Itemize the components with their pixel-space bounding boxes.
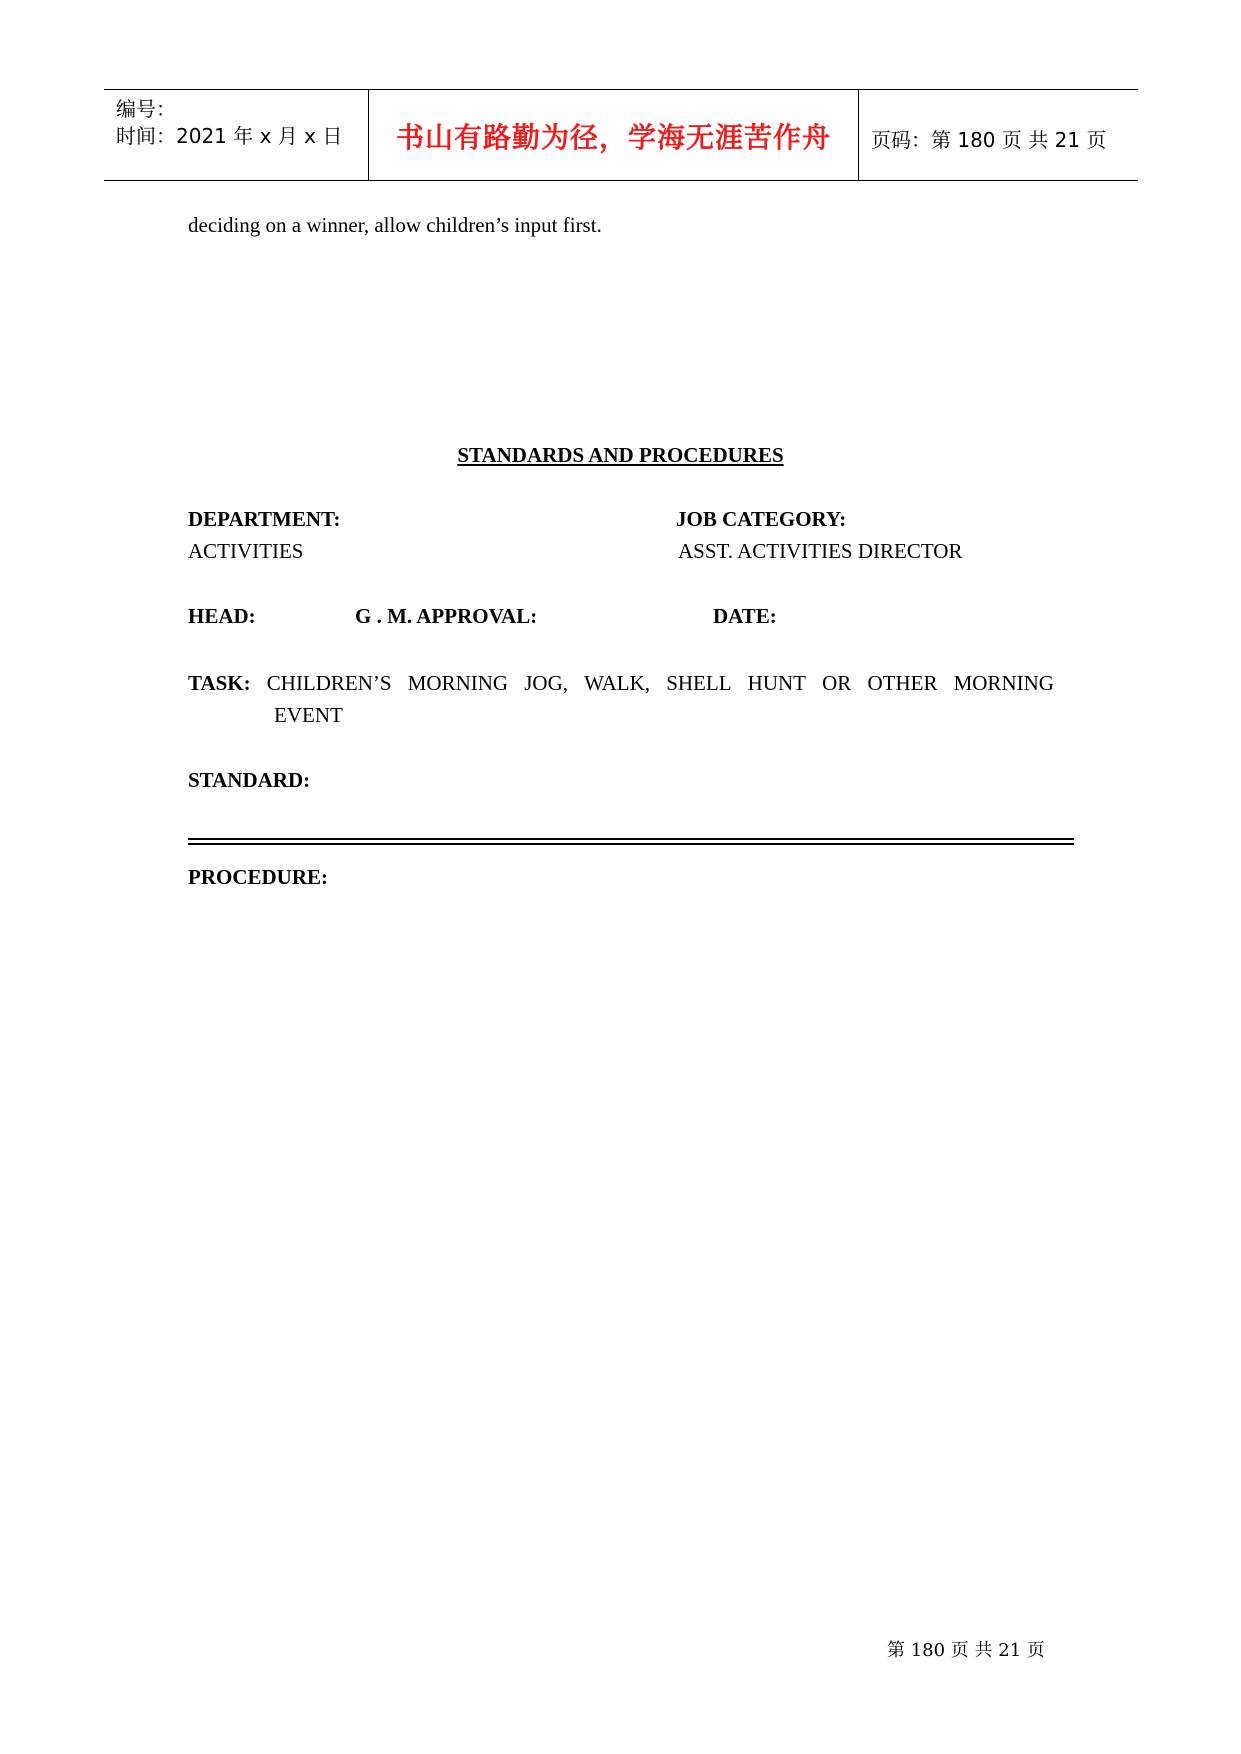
job-category-label: JOB CATEGORY: xyxy=(676,507,847,531)
procedure-label: PROCEDURE: xyxy=(188,865,328,889)
gm-approval-label: G . M. APPROVAL: xyxy=(355,604,538,628)
department-label: DEPARTMENT: xyxy=(188,507,341,531)
date-label: 时间：2021 年 x 月 x 日 xyxy=(116,124,343,148)
task-line xyxy=(188,671,1054,696)
document-title: STANDARDS AND PROCEDURES xyxy=(457,443,784,467)
task-label: TASK: xyxy=(188,671,251,695)
task-word: HUNT xyxy=(747,671,806,695)
standard-label: STANDARD: xyxy=(188,768,311,792)
page-footer: 第 180 页 共 21 页 xyxy=(887,1640,1045,1661)
task-word: MORNING xyxy=(407,671,509,695)
page-header xyxy=(104,89,1138,181)
task-word: OTHER xyxy=(867,671,938,695)
task-word: JOG, xyxy=(524,671,568,695)
task-word: SHELL xyxy=(666,671,732,695)
head-label: HEAD: xyxy=(188,604,256,628)
divider-rule-top xyxy=(188,838,1074,840)
header-motto-cell xyxy=(368,90,859,180)
job-category-value: ASST. ACTIVITIES DIRECTOR xyxy=(678,539,963,563)
divider-rule-bottom xyxy=(188,843,1074,845)
task-line-2: EVENT xyxy=(274,703,343,727)
motto-text: 书山有路勤为径，学海无涯苦作舟 xyxy=(395,121,831,154)
department-value: ACTIVITIES xyxy=(188,539,304,563)
serial-number-label: 编号： xyxy=(116,97,176,121)
task-word: WALK, xyxy=(584,671,651,695)
task-word: CHILDREN’S xyxy=(266,671,392,695)
header-page-cell xyxy=(859,90,1138,180)
date-field-label: DATE: xyxy=(713,604,777,628)
header-info-cell xyxy=(104,90,368,180)
intro-line: deciding on a winner, allow children’s input first. xyxy=(188,213,602,237)
task-word: MORNING xyxy=(953,671,1054,695)
page-number-label: 页码：第 180 页 共 21 页 xyxy=(871,128,1107,152)
task-word: OR xyxy=(822,671,852,695)
